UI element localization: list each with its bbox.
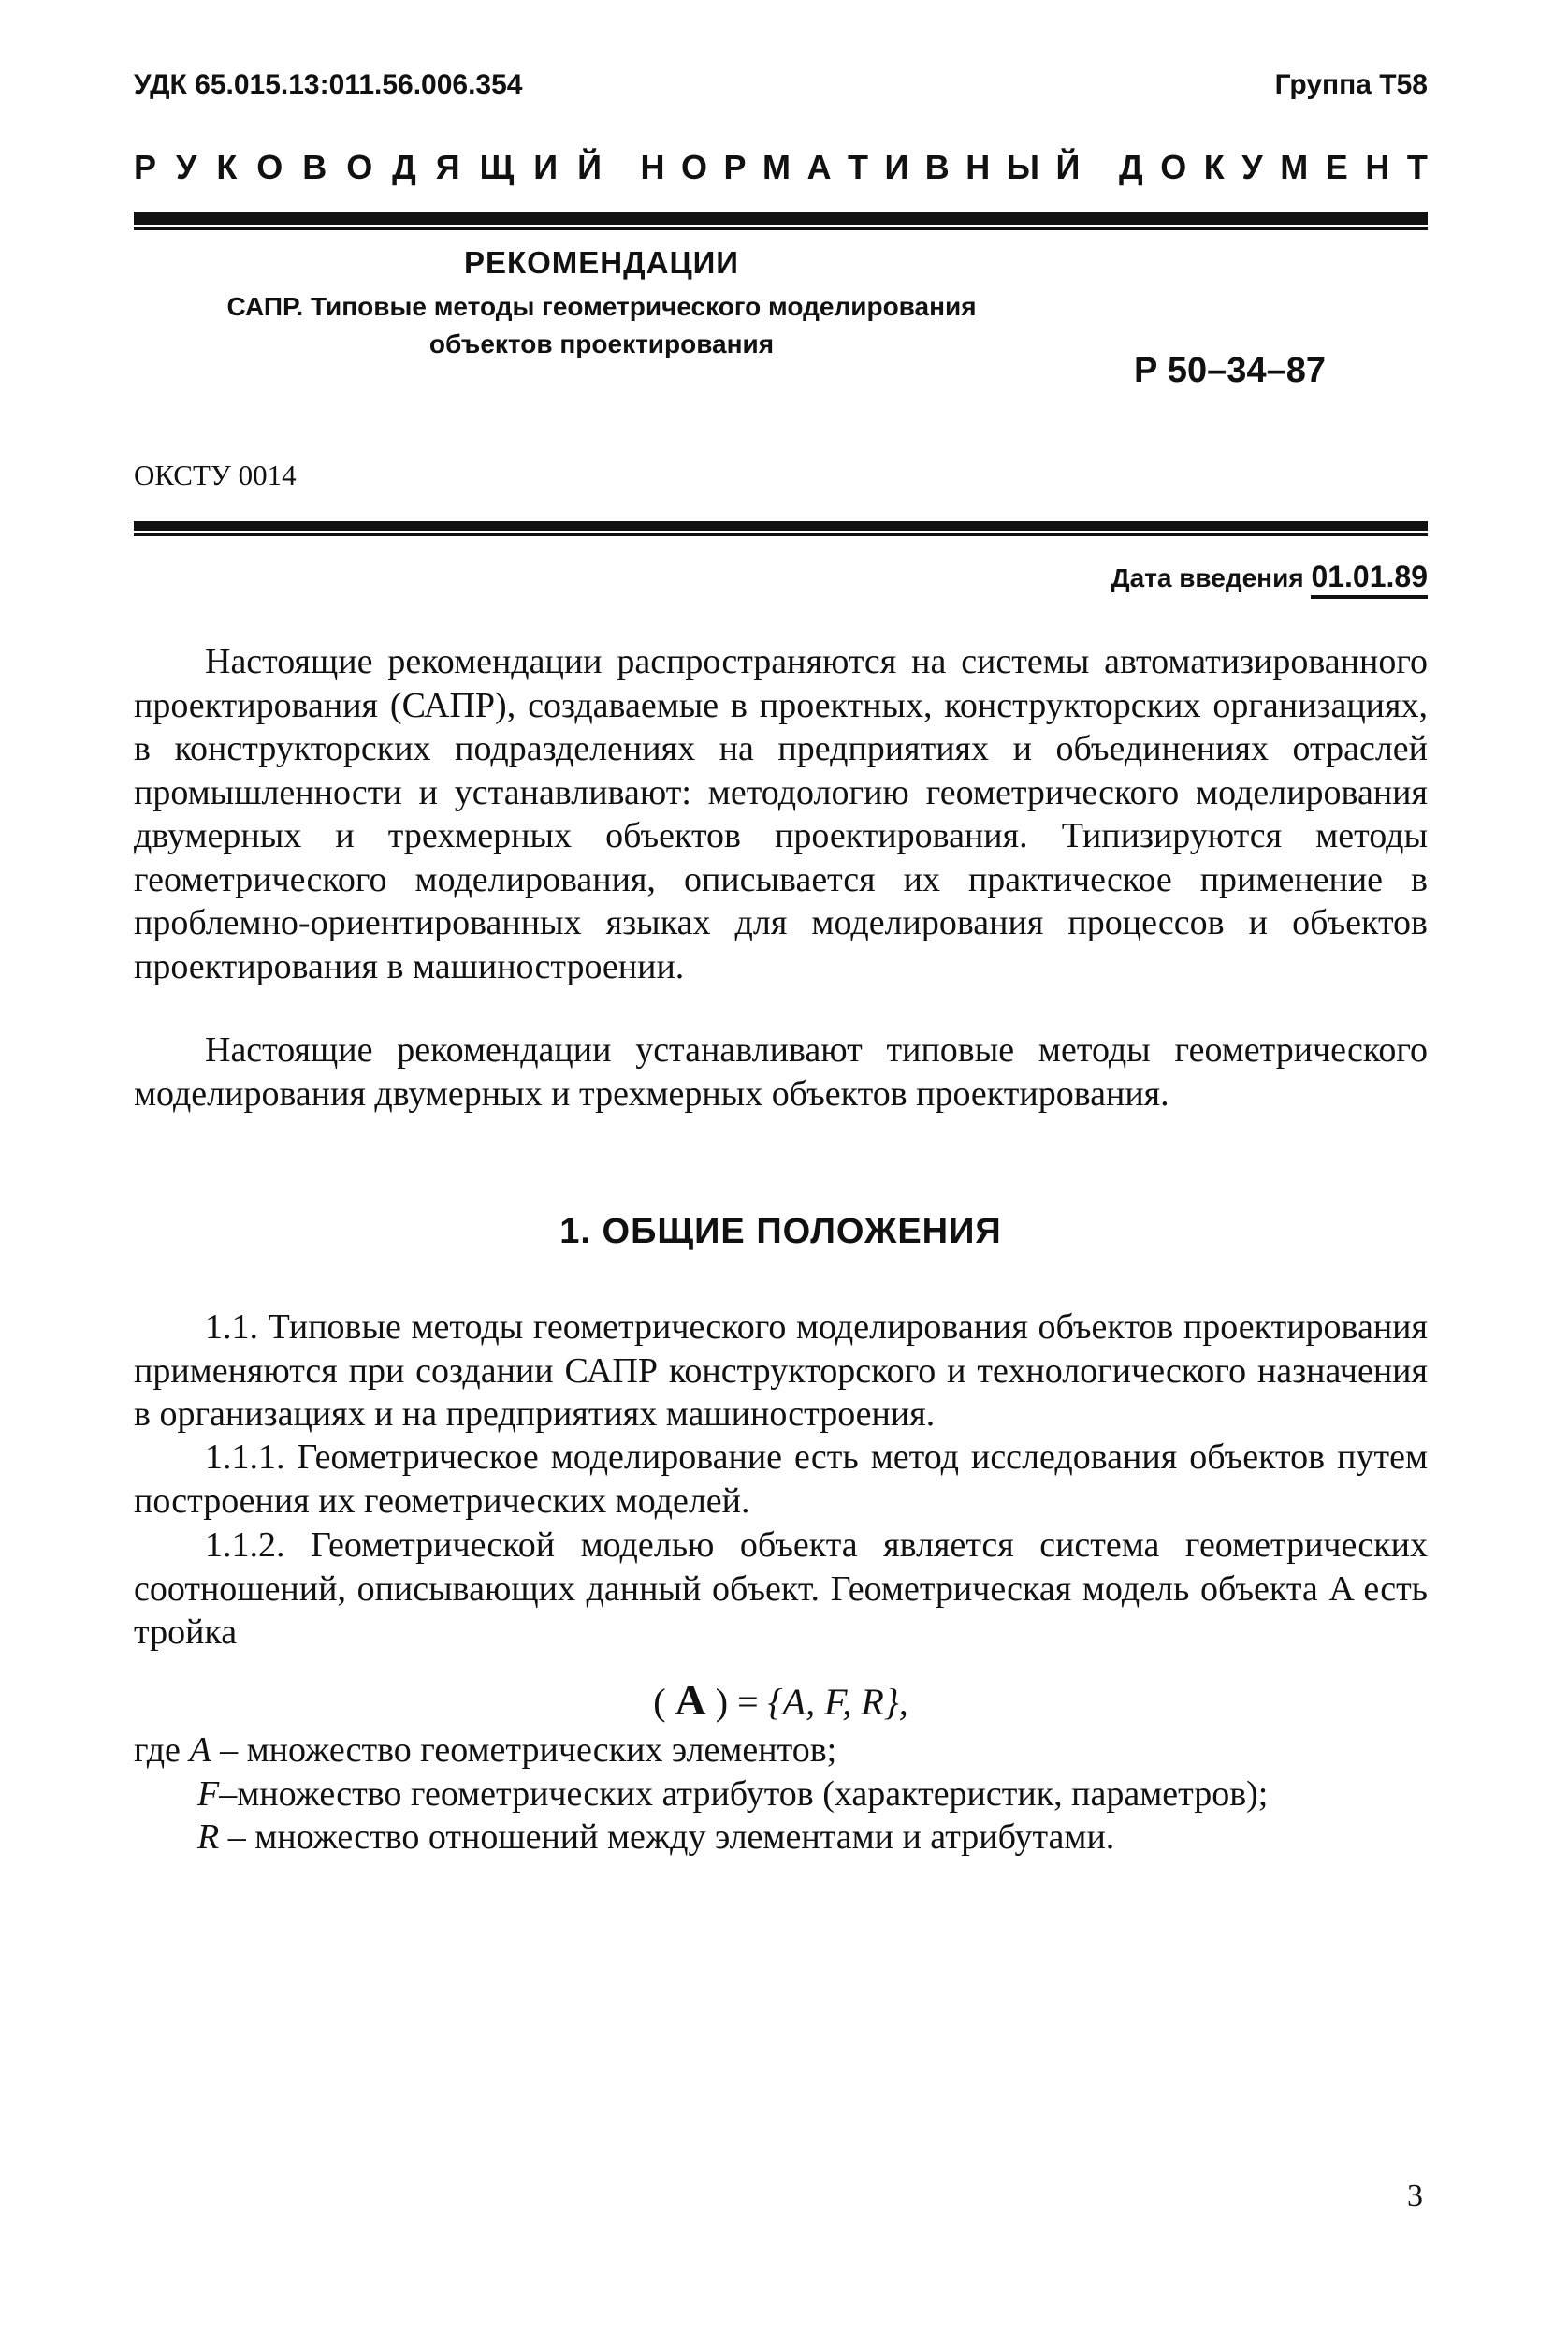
banner-letter: Н bbox=[1365, 148, 1390, 186]
banner-letter: И bbox=[533, 148, 559, 186]
banner-letter: О bbox=[1160, 148, 1187, 186]
banner-word-2 bbox=[641, 148, 1081, 187]
banner-word-3 bbox=[1119, 148, 1428, 187]
banner-letter: М bbox=[762, 148, 791, 186]
banner-letter: У bbox=[1241, 148, 1263, 186]
banner-letter: О bbox=[346, 148, 373, 186]
section-rule-thick bbox=[134, 521, 1428, 531]
formula-model-symbol: A bbox=[675, 1676, 706, 1724]
group-code: Группа Т58 bbox=[1274, 69, 1428, 100]
banner-letter: Я bbox=[435, 148, 460, 186]
document-subtitle bbox=[134, 288, 1069, 363]
definition-item bbox=[134, 1816, 1428, 1860]
definition-item bbox=[134, 1772, 1428, 1816]
banner-letter: Д bbox=[392, 148, 416, 186]
banner-letter: А bbox=[806, 148, 832, 186]
definitions-list bbox=[134, 1729, 1428, 1860]
paragraph-scope: Настоящие рекомендации распространяются на системы автоматизированного проектирования (САПР), создаваемые в проектных, конструкторских организациях, в конструкторских подразделениях на предприятиях и объединениях отраслей промышленности и устанавливают: методологию геометрического моделирования двумерных и трехмерных объектов проектирования. Типизируются методы геометрического моделирования, описывается их практическое применение в проблемно-ориентированных языках для моделирования процессов и объектов проектирования в машиностроении. bbox=[134, 642, 1428, 986]
banner-letter: О bbox=[256, 148, 283, 186]
document-code: Р 50–34–87 bbox=[1134, 351, 1326, 390]
intro-date bbox=[1111, 560, 1428, 594]
banner-letter: М bbox=[1280, 148, 1309, 186]
banner-letter: Р bbox=[723, 148, 747, 186]
banner-letter: О bbox=[680, 148, 707, 186]
document-heading: РЕКОМЕНДАЦИИ bbox=[463, 245, 740, 280]
banner-letter: Ы bbox=[1006, 148, 1040, 186]
udk-code: УДК 65.015.13:011.56.006.354 bbox=[134, 69, 523, 100]
banner-letter: Д bbox=[1119, 148, 1143, 186]
header-rule-thin bbox=[134, 227, 1428, 230]
clause-1-1: 1.1. Типовые методы геометрического моделирования объектов проектирования применяются при создании САПР конструкторского и технологического назначения в организациях и на предприятиях машиностроения. bbox=[134, 1307, 1428, 1434]
definition-text: –множество геометрических атрибутов (характеристик, параметров); bbox=[219, 1773, 1269, 1814]
banner-letter: К bbox=[216, 148, 238, 186]
subtitle-line-1: САПР. Типовые методы геометрического моделирования bbox=[226, 292, 977, 321]
section-rule-thin bbox=[134, 533, 1428, 536]
section-title: 1. ОБЩИЕ ПОЛОЖЕНИЯ bbox=[559, 1212, 1002, 1251]
clause-1-1-2: 1.1.2. Геометрической моделью объекта является система геометрических соотношений, описывающих данный объект. Геометрическая модель объекта A есть тройка bbox=[134, 1525, 1428, 1652]
page-number: 3 bbox=[1407, 2179, 1423, 2213]
intro-date-value: 01.01.89 bbox=[1311, 560, 1428, 599]
definition-symbol: A bbox=[189, 1730, 211, 1770]
header-rule-thick bbox=[134, 212, 1428, 225]
banner-letter: Р bbox=[134, 148, 157, 186]
banner-letter: Е bbox=[1325, 148, 1348, 186]
definition-text: – множество отношений между элементами и атрибутами. bbox=[219, 1817, 1115, 1857]
formula-equals: = bbox=[737, 1681, 759, 1723]
banner-letter: Т bbox=[847, 148, 868, 186]
banner-word-1 bbox=[134, 148, 602, 187]
formula-rhs: {A, F, R}, bbox=[767, 1681, 908, 1723]
okstu-code: ОКСТУ 0014 bbox=[134, 459, 297, 491]
banner-letter: Й bbox=[577, 148, 602, 186]
subtitle-line-2: объектов проектирования bbox=[428, 329, 775, 358]
banner-letter: Й bbox=[1055, 148, 1081, 186]
banner-letter: Т bbox=[1406, 148, 1428, 186]
banner-letter: И bbox=[884, 148, 909, 186]
clause-1-1-1: 1.1.1. Геометрическое моделирование есть метод исследования объектов путем построения их геометрических моделей. bbox=[134, 1437, 1428, 1521]
document-type-banner bbox=[134, 148, 1428, 187]
banner-letter: В bbox=[924, 148, 950, 186]
definition-prefix: где bbox=[134, 1730, 190, 1770]
definition-text: – множество геометрических элементов; bbox=[211, 1730, 837, 1770]
formula-open-paren: ( bbox=[653, 1681, 666, 1723]
banner-letter: К bbox=[1203, 148, 1225, 186]
formula bbox=[134, 1675, 1428, 1725]
banner-letter: У bbox=[175, 148, 197, 186]
banner-letter: В bbox=[302, 148, 327, 186]
definition-item bbox=[134, 1729, 1428, 1772]
intro-date-label: Дата введения bbox=[1111, 563, 1304, 592]
formula-close-paren: ) bbox=[715, 1681, 729, 1723]
paragraph-purpose: Настоящие рекомендации устанавливают типовые методы геометрического моделирования двумерных и трехмерных объектов проектирования. bbox=[134, 1030, 1428, 1114]
banner-letter: Н bbox=[640, 148, 665, 186]
definition-symbol: F bbox=[197, 1773, 220, 1814]
definition-symbol: R bbox=[197, 1817, 220, 1857]
banner-letter: Н bbox=[965, 148, 991, 186]
banner-letter: Щ bbox=[479, 148, 515, 186]
